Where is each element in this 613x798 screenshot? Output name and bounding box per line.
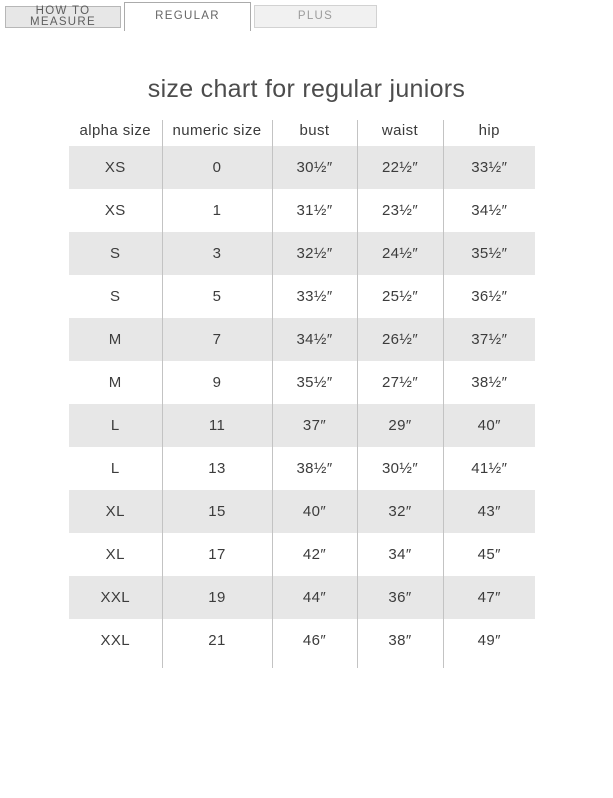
table-cell: 43″ [443,490,535,533]
table-cell: S [69,275,162,318]
table-row [69,232,535,275]
table-cell: XXL [69,619,162,662]
table-row [69,447,535,490]
table-cell: 21 [162,619,272,662]
size-chart-page [0,2,613,668]
tab-how-to-measure[interactable]: HOW TO MEASURE [5,6,121,28]
table-cell: 0 [162,146,272,189]
table-cell: 42″ [272,533,357,576]
table-cell: 33½″ [443,146,535,189]
table-row [69,361,535,404]
table-cell: 37″ [272,404,357,447]
table-row [69,533,535,576]
table-cell: L [69,404,162,447]
column-header-waist: waist [357,120,443,146]
table-cell: 30½″ [272,146,357,189]
table-cell: 46″ [272,619,357,662]
divider-stub-row [69,662,535,668]
table-cell: 5 [162,275,272,318]
divider-stub-cell [69,662,162,668]
page-title: size chart for regular juniors [147,75,466,103]
table-cell: 31½″ [272,189,357,232]
column-header-alpha-size: alpha size [79,122,152,139]
table-row [69,490,535,533]
table-cell: 38½″ [443,361,535,404]
table-cell: 49″ [443,619,535,662]
tab-bar [0,2,613,32]
table-cell: 17 [162,533,272,576]
table-cell: 11 [162,404,272,447]
table-cell: 15 [162,490,272,533]
table-cell: 13 [162,447,272,490]
table-cell: XL [69,490,162,533]
table-cell: 45″ [443,533,535,576]
table-cell: 34″ [357,533,443,576]
table-row [69,404,535,447]
column-header-numeric-size: numeric size [162,120,272,146]
table-cell: M [69,361,162,404]
table-cell: 30½″ [357,447,443,490]
tab-regular[interactable]: REGULAR [124,2,251,31]
table-row [69,189,535,232]
table-cell: 26½″ [357,318,443,361]
table-cell: 23½″ [357,189,443,232]
table-cell: 29″ [357,404,443,447]
table-cell: L [69,447,162,490]
size-table [69,120,535,668]
table-cell: 35½″ [443,232,535,275]
column-header-hip: hip [443,120,535,146]
divider-stub-cell [443,662,535,668]
table-cell: 38½″ [272,447,357,490]
table-cell: XXL [69,576,162,619]
table-cell: 37½″ [443,318,535,361]
table-cell: 1 [162,189,272,232]
table-cell: XS [69,189,162,232]
table-cell: 24½″ [357,232,443,275]
table-row [69,275,535,318]
table-cell: 36″ [357,576,443,619]
table-row [69,576,535,619]
table-cell: 34½″ [272,318,357,361]
table-cell: 25½″ [357,275,443,318]
table-cell: 27½″ [357,361,443,404]
table-cell: 22½″ [357,146,443,189]
table-cell: S [69,232,162,275]
table-cell: 40″ [443,404,535,447]
table-row [69,146,535,189]
table-cell: XL [69,533,162,576]
table-cell: 47″ [443,576,535,619]
table-cell: XS [69,146,162,189]
table-cell: 44″ [272,576,357,619]
table-cell: 7 [162,318,272,361]
table-cell: 32″ [357,490,443,533]
table-cell: 40″ [272,490,357,533]
tab-plus[interactable]: PLUS [254,5,377,28]
table-cell: 32½″ [272,232,357,275]
divider-stub-cell [357,662,443,668]
table-header-row [69,120,535,146]
table-cell: 41½″ [443,447,535,490]
table-cell: M [69,318,162,361]
table-cell: 3 [162,232,272,275]
table-cell: 34½″ [443,189,535,232]
table-cell: 36½″ [443,275,535,318]
table-cell: 35½″ [272,361,357,404]
table-cell: 33½″ [272,275,357,318]
table-row [69,619,535,662]
table-cell: 38″ [357,619,443,662]
divider-stub-cell [162,662,272,668]
table-cell: 19 [162,576,272,619]
column-header-bust: bust [272,120,357,146]
divider-stub-cell [272,662,357,668]
table-cell: 9 [162,361,272,404]
table-row [69,318,535,361]
